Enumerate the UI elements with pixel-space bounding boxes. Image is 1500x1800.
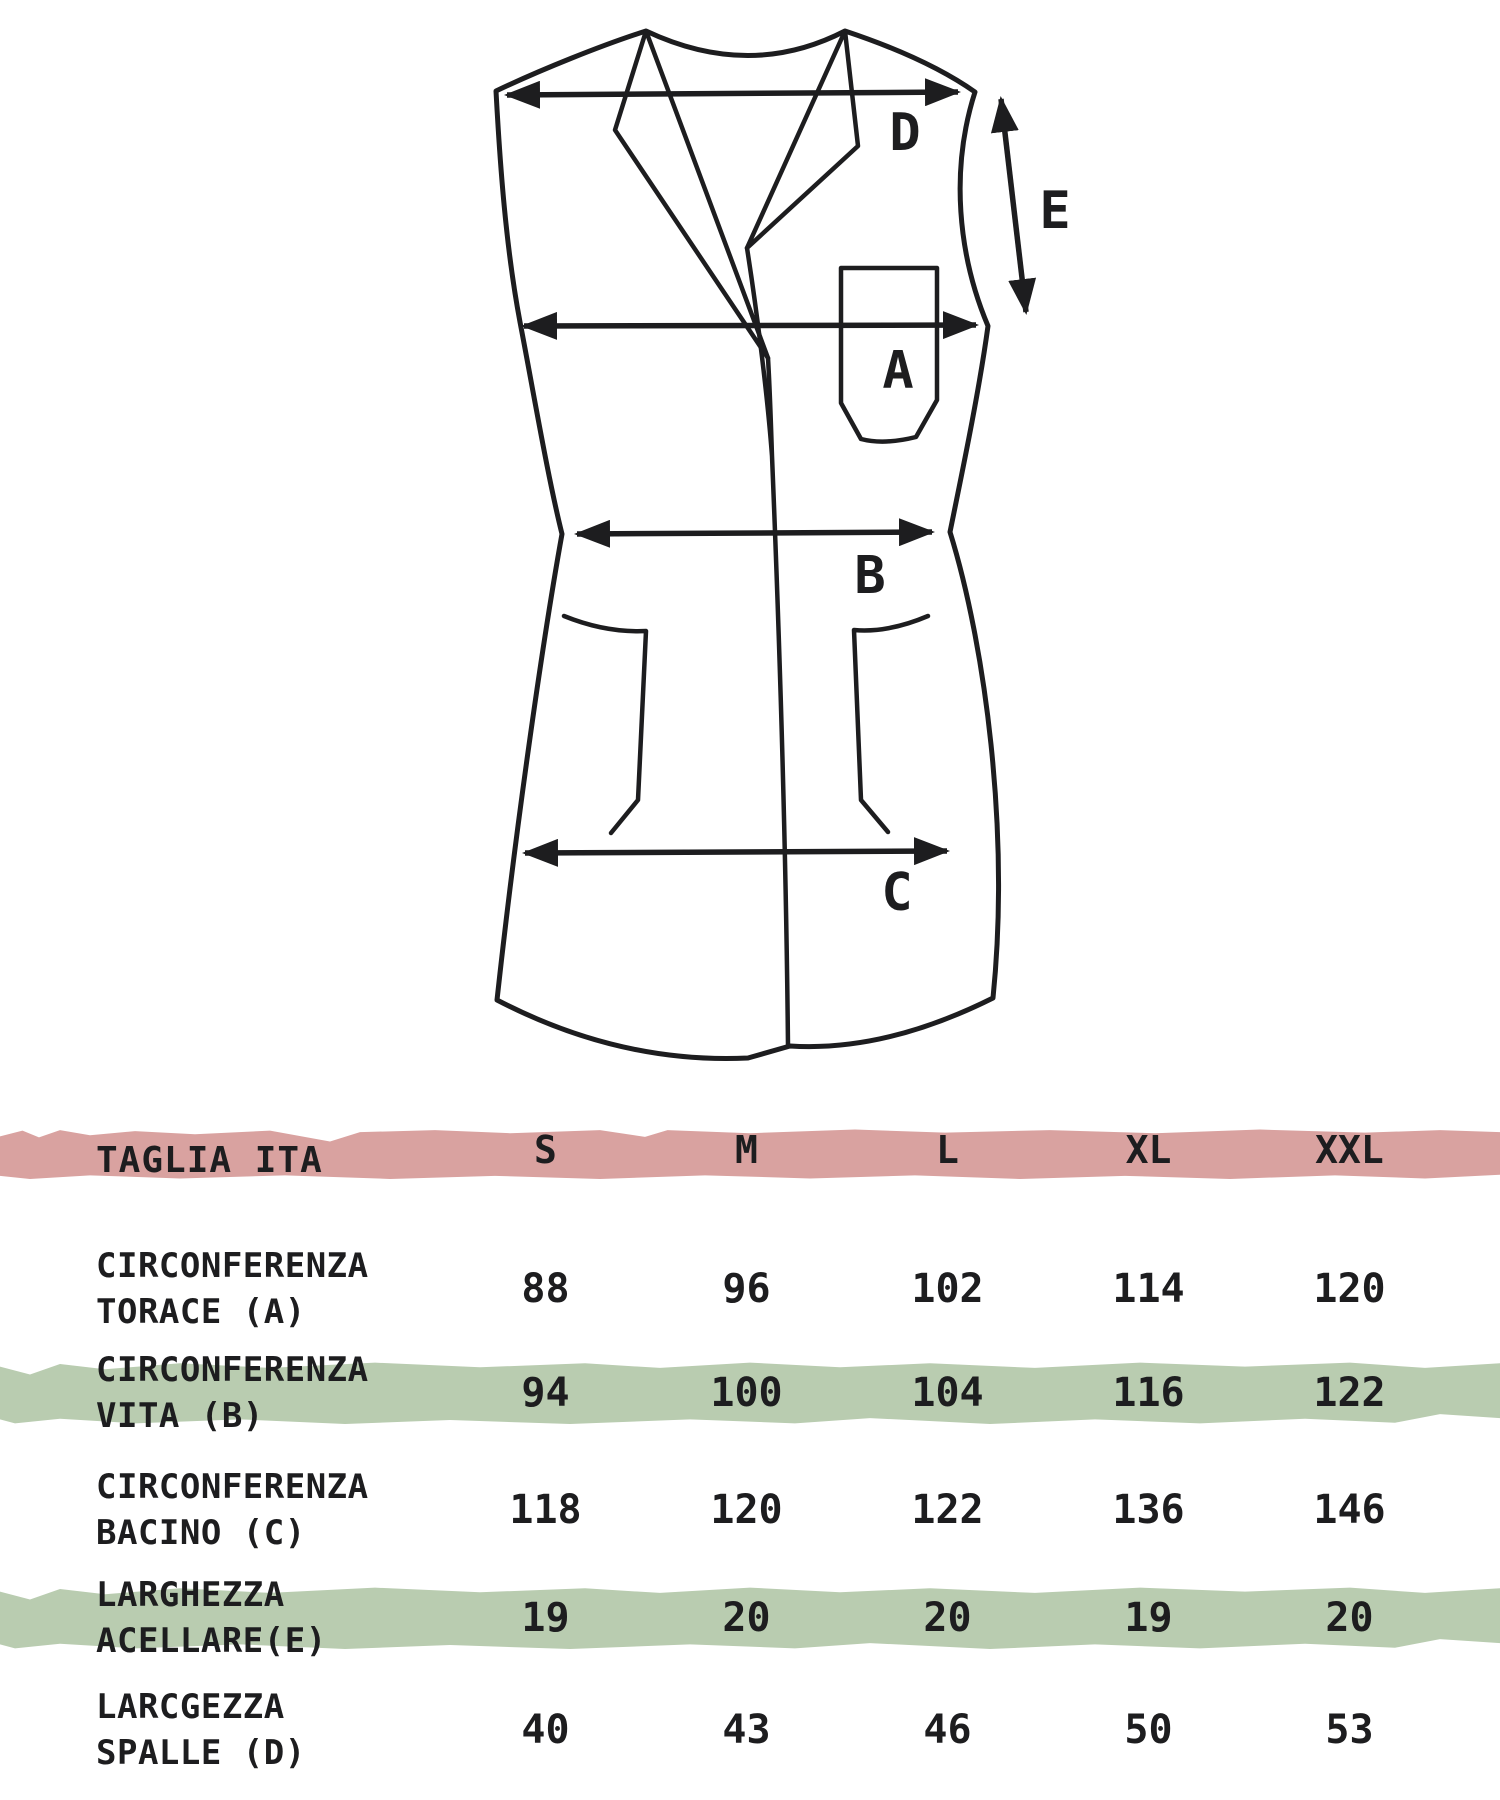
size-value: 40 — [521, 1707, 570, 1753]
row-label-line: LARGHEZZA — [96, 1575, 285, 1615]
size-row-header: TAGLIA ITA — [96, 1140, 323, 1181]
row-label-line: BACINO (C) — [96, 1513, 306, 1553]
table-header-row — [0, 1128, 1500, 1180]
size-value: 116 — [1112, 1370, 1185, 1416]
garment-outline — [496, 31, 998, 1059]
size-value: 114 — [1112, 1266, 1185, 1312]
row-label — [96, 1243, 445, 1335]
size-column-header-l: L — [936, 1127, 959, 1172]
row-label-line: TORACE (A) — [96, 1292, 306, 1332]
measure-label-e: E — [1039, 181, 1071, 241]
size-value: 94 — [521, 1370, 570, 1416]
size-value: 122 — [911, 1487, 984, 1533]
row-label — [96, 1347, 445, 1439]
table-row-vita — [0, 1338, 1500, 1448]
row-label-line: CIRCONFERENZA — [96, 1246, 369, 1286]
row-label — [96, 1464, 445, 1556]
measure-arrow-hip-c — [525, 851, 947, 853]
size-value: 20 — [722, 1595, 771, 1641]
size-value: 122 — [1313, 1370, 1386, 1416]
measure-label-b: B — [854, 546, 886, 606]
size-value: 120 — [1313, 1266, 1386, 1312]
size-value: 20 — [1325, 1595, 1374, 1641]
size-value: 88 — [521, 1266, 570, 1312]
row-label — [96, 1572, 445, 1664]
size-value: 120 — [710, 1487, 783, 1533]
size-column-header-s: S — [534, 1127, 557, 1172]
row-label-line: CIRCONFERENZA — [96, 1467, 369, 1507]
size-value: 50 — [1124, 1707, 1173, 1753]
table-row-ascellare — [0, 1563, 1500, 1673]
size-column-header-m: M — [735, 1127, 758, 1172]
left-hip-pocket — [564, 616, 646, 833]
measure-arrow-chest-a — [524, 325, 976, 326]
row-label-line: CIRCONFERENZA — [96, 1350, 369, 1390]
size-value: 102 — [911, 1266, 984, 1312]
size-table — [0, 1100, 1500, 1800]
center-front-line — [747, 248, 788, 1046]
size-column-header-xl: XL — [1125, 1127, 1172, 1172]
size-value: 104 — [911, 1370, 984, 1416]
row-label-line: LARCGEZZA — [96, 1687, 285, 1727]
size-value: 146 — [1313, 1487, 1386, 1533]
row-label-line: ACELLARE(E) — [96, 1621, 327, 1661]
size-column-header-xxl: XXL — [1315, 1127, 1384, 1172]
table-row-bacino — [0, 1455, 1500, 1565]
size-value: 96 — [722, 1266, 771, 1312]
size-value: 100 — [710, 1370, 783, 1416]
measure-arrow-waist-b — [577, 532, 932, 534]
size-value: 43 — [722, 1707, 771, 1753]
measure-arrow-armhole-e — [1001, 99, 1026, 312]
measure-label-c: C — [881, 863, 913, 923]
row-label — [96, 1684, 445, 1776]
size-value: 118 — [509, 1487, 582, 1533]
row-label-line: SPALLE (D) — [96, 1733, 306, 1773]
size-value: 46 — [923, 1707, 972, 1753]
size-value: 136 — [1112, 1487, 1185, 1533]
size-value: 19 — [1124, 1595, 1173, 1641]
left-lapel — [615, 31, 768, 358]
table-row-torace — [0, 1234, 1500, 1344]
right-lapel — [747, 31, 858, 248]
measure-label-d: D — [889, 103, 921, 163]
size-value: 19 — [521, 1595, 570, 1641]
table-row-spalle — [0, 1675, 1500, 1785]
measure-arrow-shoulder-d — [507, 92, 958, 95]
size-value: 20 — [923, 1595, 972, 1641]
right-hip-pocket — [854, 616, 928, 832]
measure-label-a: A — [882, 341, 914, 401]
row-label-line: VITA (B) — [96, 1396, 264, 1436]
size-value: 53 — [1325, 1707, 1374, 1753]
